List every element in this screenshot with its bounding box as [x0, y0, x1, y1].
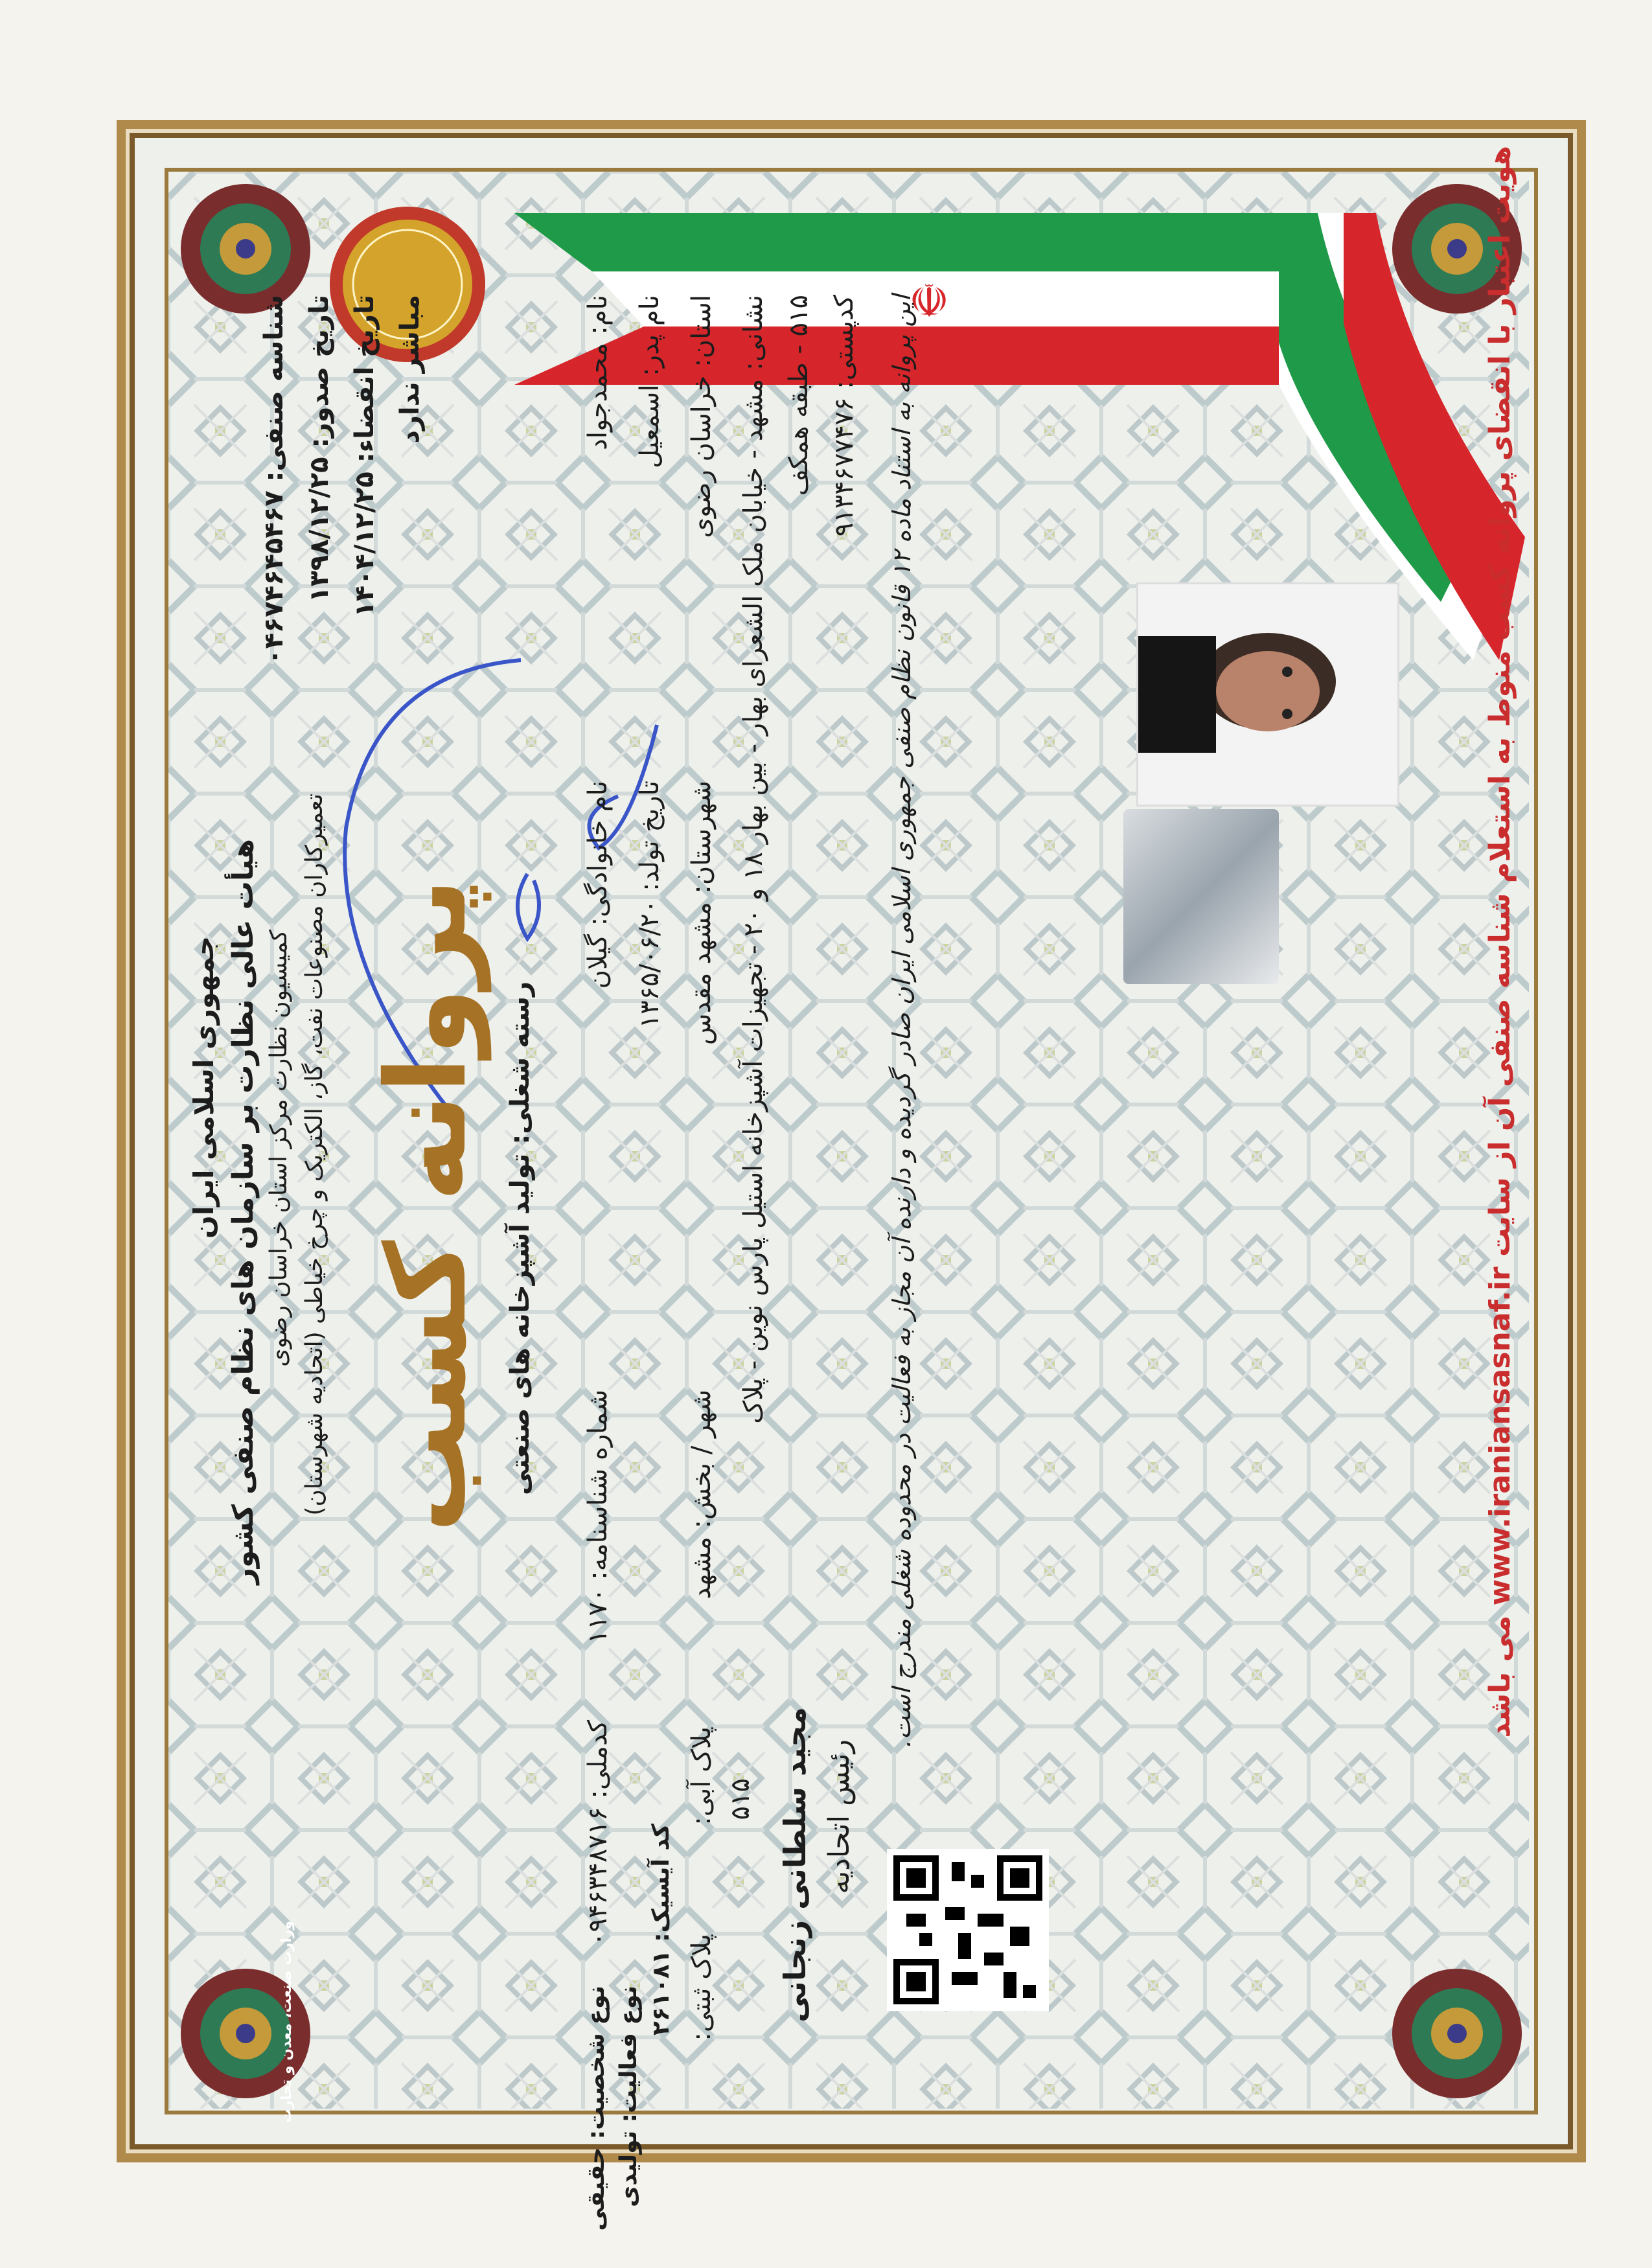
republic-label: جمهوری اسلامی ایران: [188, 936, 220, 1239]
id-number: شماره شناسنامه: ۱۱۷۰: [583, 1390, 613, 1644]
activity-type: نوع فعالیت: تولیدی: [615, 1986, 642, 2207]
commission-label: کمیسیون نظارت مرکز استان خراسان رضوی: [266, 930, 292, 1367]
union-label: تعمیرکاران مصنوعات نفت، گاز، الکتریک و چرخ خیاطی (اتحادیه شهرستان): [301, 794, 328, 1516]
first-name: نام: محمدجواد: [583, 295, 613, 450]
plaque-value: ۵۱۵: [726, 1778, 755, 1820]
issue-date: تاریخ صدور: ۱۳۹۸/۱۲/۲۵: [304, 295, 334, 602]
signer-name: مجید سلطانی زنجانی: [777, 1707, 812, 2022]
validity-footer: هویت اعتبار با انقضای پروانه کسب منوط به استعلام شناسه صنفی آن از سایت www.iraniansasnaf.ir می باشد: [1484, 146, 1517, 1738]
address-continued: ۵۱۵ - طبقه همکف: [784, 295, 814, 496]
province: استان: خراسان رضوی: [687, 295, 717, 538]
expiry-date: تاریخ انقضاء: ۱۴۰۴/۱۲/۲۵: [350, 295, 380, 617]
svg-text:☫: ☫: [908, 275, 950, 328]
certificate-subtitle: رسته شغلی: تولید آشپزخانه های صنعتی: [505, 981, 535, 1495]
last-name: نام خانوادگی: گیلان: [583, 781, 613, 989]
birth-date: تاریخ تولد: ۱۳۶۵/۰۶/۲۰: [635, 781, 665, 1029]
address: نشانی: مشهد - خیابان ملک الشعرای بهار - بین بهار ۱۸ و ۲۰ - تجهیزات آشپزخانه استیل پارس نوین - پلاک: [739, 295, 768, 1424]
partner-label: مباشر ندارد: [395, 295, 425, 444]
seal-text: وزارت صنعت، معدن و تجارت: [279, 1921, 295, 2123]
certificate-content: [117, 120, 1568, 2231]
postal-code: کدپستی: ۹۱۳۴۶۷۷۴۷۶: [829, 295, 859, 537]
person-type: نوع شخصیت: حقیقی: [583, 1986, 610, 2231]
chamber-label: هیأت عالی نظارت بر سازمان های نظام صنفی کشور: [227, 839, 260, 1585]
county: شهرستان: مشهد مقدس: [687, 781, 717, 1046]
city: شهر / بخش: مشهد: [687, 1390, 717, 1599]
certificate-title: پروانه کسب: [363, 878, 491, 1533]
plaque-registered-label: پلاک ثبتی:: [687, 1934, 717, 2041]
father-name: نام پدر: اسمعیل: [635, 295, 665, 468]
plaque-blue-label: پلاک آبی:: [687, 1726, 717, 1826]
signer-role: رئیس اتحادیه: [823, 1739, 856, 1894]
national-id: کدملی: ۰۹۴۶۳۴۸۷۱۶: [583, 1720, 613, 1947]
guild-id: شناسه صنفی: ۰۴۶۷۴۶۴۵۴۶۷: [259, 295, 289, 665]
legal-notice: این پروانه به استناد ماده ۱۲ قانون نظام صنفی جمهوری اسلامی ایران صادر گردیده و دارنده آن مجاز به فعالیت در محدوده شغلی مندرج است.: [888, 295, 916, 1748]
isic-code: کد آیسیک: ۲۶۱۰۸۱: [648, 1824, 674, 2036]
